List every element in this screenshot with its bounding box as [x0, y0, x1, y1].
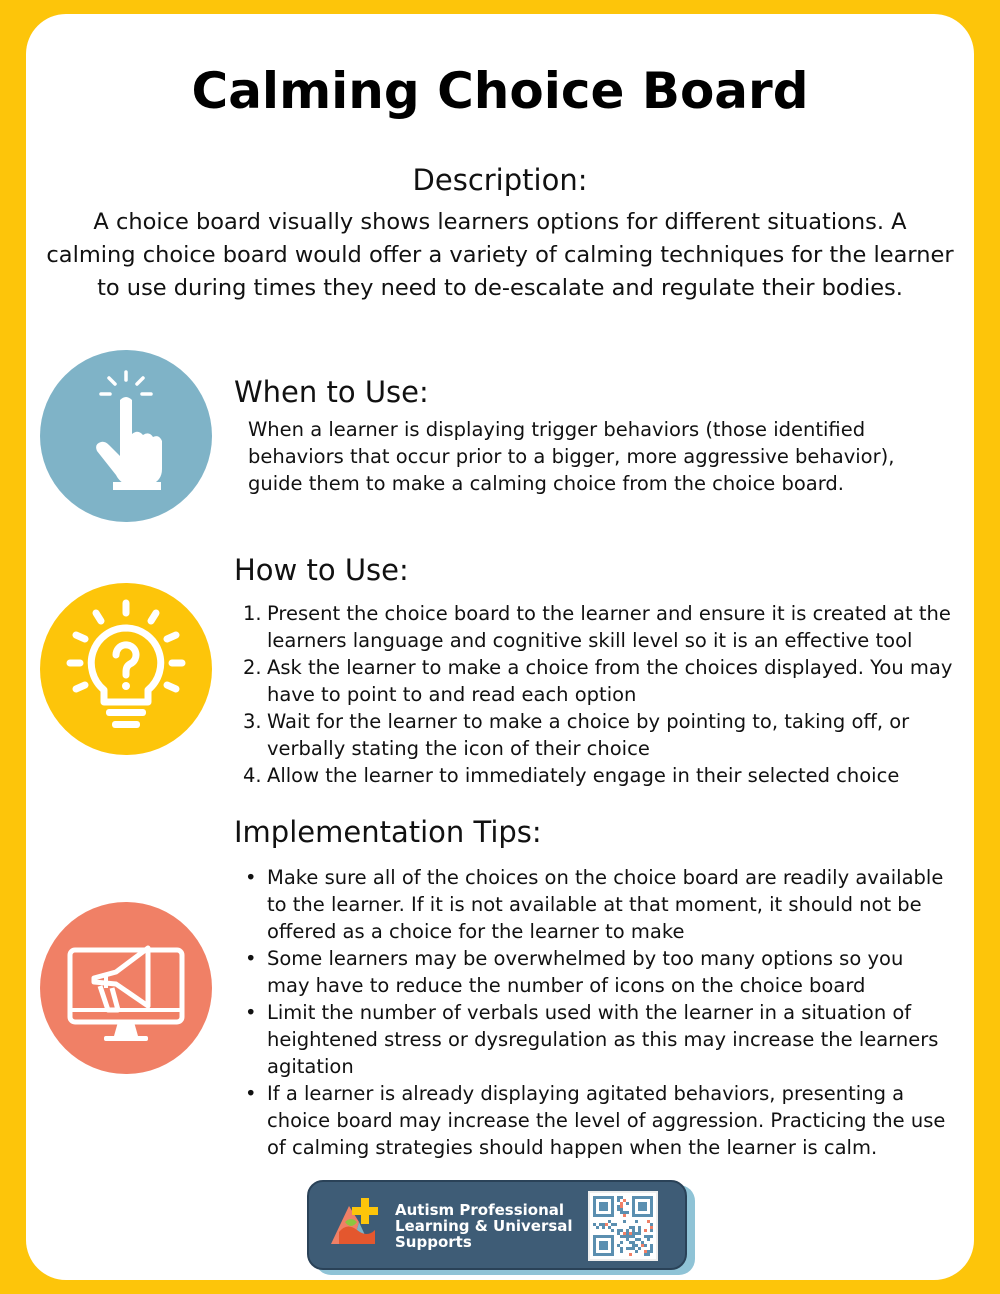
when-to-use-text	[248, 416, 948, 497]
step-line: Allow the learner to immediately engage in their selected choice	[267, 764, 900, 787]
tip-line: Some learners may be overwhelmed by too many options so you	[267, 947, 904, 970]
step-line: have to point to and read each option	[267, 683, 637, 706]
how-to-use-heading: How to Use:	[234, 553, 409, 587]
list-item	[240, 999, 970, 1080]
list-item	[240, 762, 970, 789]
implementation-tips-list	[240, 864, 970, 1161]
logo-line: Learning & Universal	[395, 1217, 573, 1235]
list-item	[240, 864, 970, 945]
description-line: calming choice board would offer a variety of calming techniques for the learner	[46, 242, 954, 268]
step-line: Ask the learner to make a choice from the choices displayed. You may	[267, 656, 953, 679]
step-line: learners language and cognitive skill level so it is an effective tool	[267, 629, 913, 652]
list-item	[240, 600, 970, 654]
list-item	[240, 654, 970, 708]
description-text	[30, 206, 970, 305]
tip-line: offered as a choice for the learner to make	[267, 920, 685, 943]
bullet: •	[245, 1001, 257, 1024]
when-to-use-heading: When to Use:	[234, 375, 429, 409]
bullet: •	[245, 1082, 257, 1105]
step-number: 1.	[243, 602, 262, 625]
list-item	[240, 945, 970, 999]
list-item	[240, 1080, 970, 1161]
lightbulb-question-icon	[40, 583, 212, 755]
tip-line: If a learner is already displaying agitated behaviors, presenting a	[267, 1082, 905, 1105]
how-to-use-steps	[240, 600, 970, 789]
tip-line: Limit the number of verbals used with the learner in a situation of	[267, 1001, 912, 1024]
list-item	[240, 708, 970, 762]
step-line: verbally stating the icon of their choice	[267, 737, 650, 760]
description-line: to use during times they need to de-escalate and regulate their bodies.	[97, 275, 903, 301]
tip-line: to the learner. If it is not available at that moment, it should not be	[267, 893, 922, 916]
page-title: Calming Choice Board	[191, 62, 809, 120]
pointing-hand-icon	[40, 350, 212, 522]
step-number: 4.	[243, 764, 262, 787]
implementation-tips-heading: Implementation Tips:	[234, 815, 542, 849]
megaphone-monitor-icon	[40, 902, 212, 1074]
tip-line: of calming strategies should happen when the learner is calm.	[267, 1136, 878, 1159]
tip-line: may have to reduce the number of icons on the choice board	[267, 974, 866, 997]
logo-text	[395, 1202, 595, 1250]
puzzle-plus-logo-icon	[325, 1192, 389, 1256]
step-number: 2.	[243, 656, 262, 679]
description-heading: Description:	[412, 163, 588, 197]
logo-line: Supports	[395, 1233, 472, 1251]
when-to-use-line: behaviors that occur prior to a bigger, more aggressive behavior),	[248, 445, 895, 468]
step-number: 3.	[243, 710, 262, 733]
tip-line: Make sure all of the choices on the choice board are readily available	[267, 866, 944, 889]
tip-line: choice board may increase the level of aggression. Practicing the use	[267, 1109, 946, 1132]
tip-line: heightened stress or dysregulation as this may increase the learners	[267, 1028, 939, 1051]
logo-line: Autism Professional	[395, 1201, 565, 1219]
when-to-use-line: When a learner is displaying trigger behaviors (those identified	[248, 418, 866, 441]
qr-code-icon[interactable]	[588, 1191, 658, 1261]
description-line: A choice board visually shows learners options for different situations. A	[93, 209, 907, 235]
step-line: Wait for the learner to make a choice by pointing to, taking off, or	[267, 710, 910, 733]
tip-line: agitation	[267, 1055, 354, 1078]
bullet: •	[245, 947, 257, 970]
step-line: Present the choice board to the learner and ensure it is created at the	[267, 602, 951, 625]
bullet: •	[245, 866, 257, 889]
when-to-use-line: guide them to make a calming choice from the choice board.	[248, 472, 844, 495]
